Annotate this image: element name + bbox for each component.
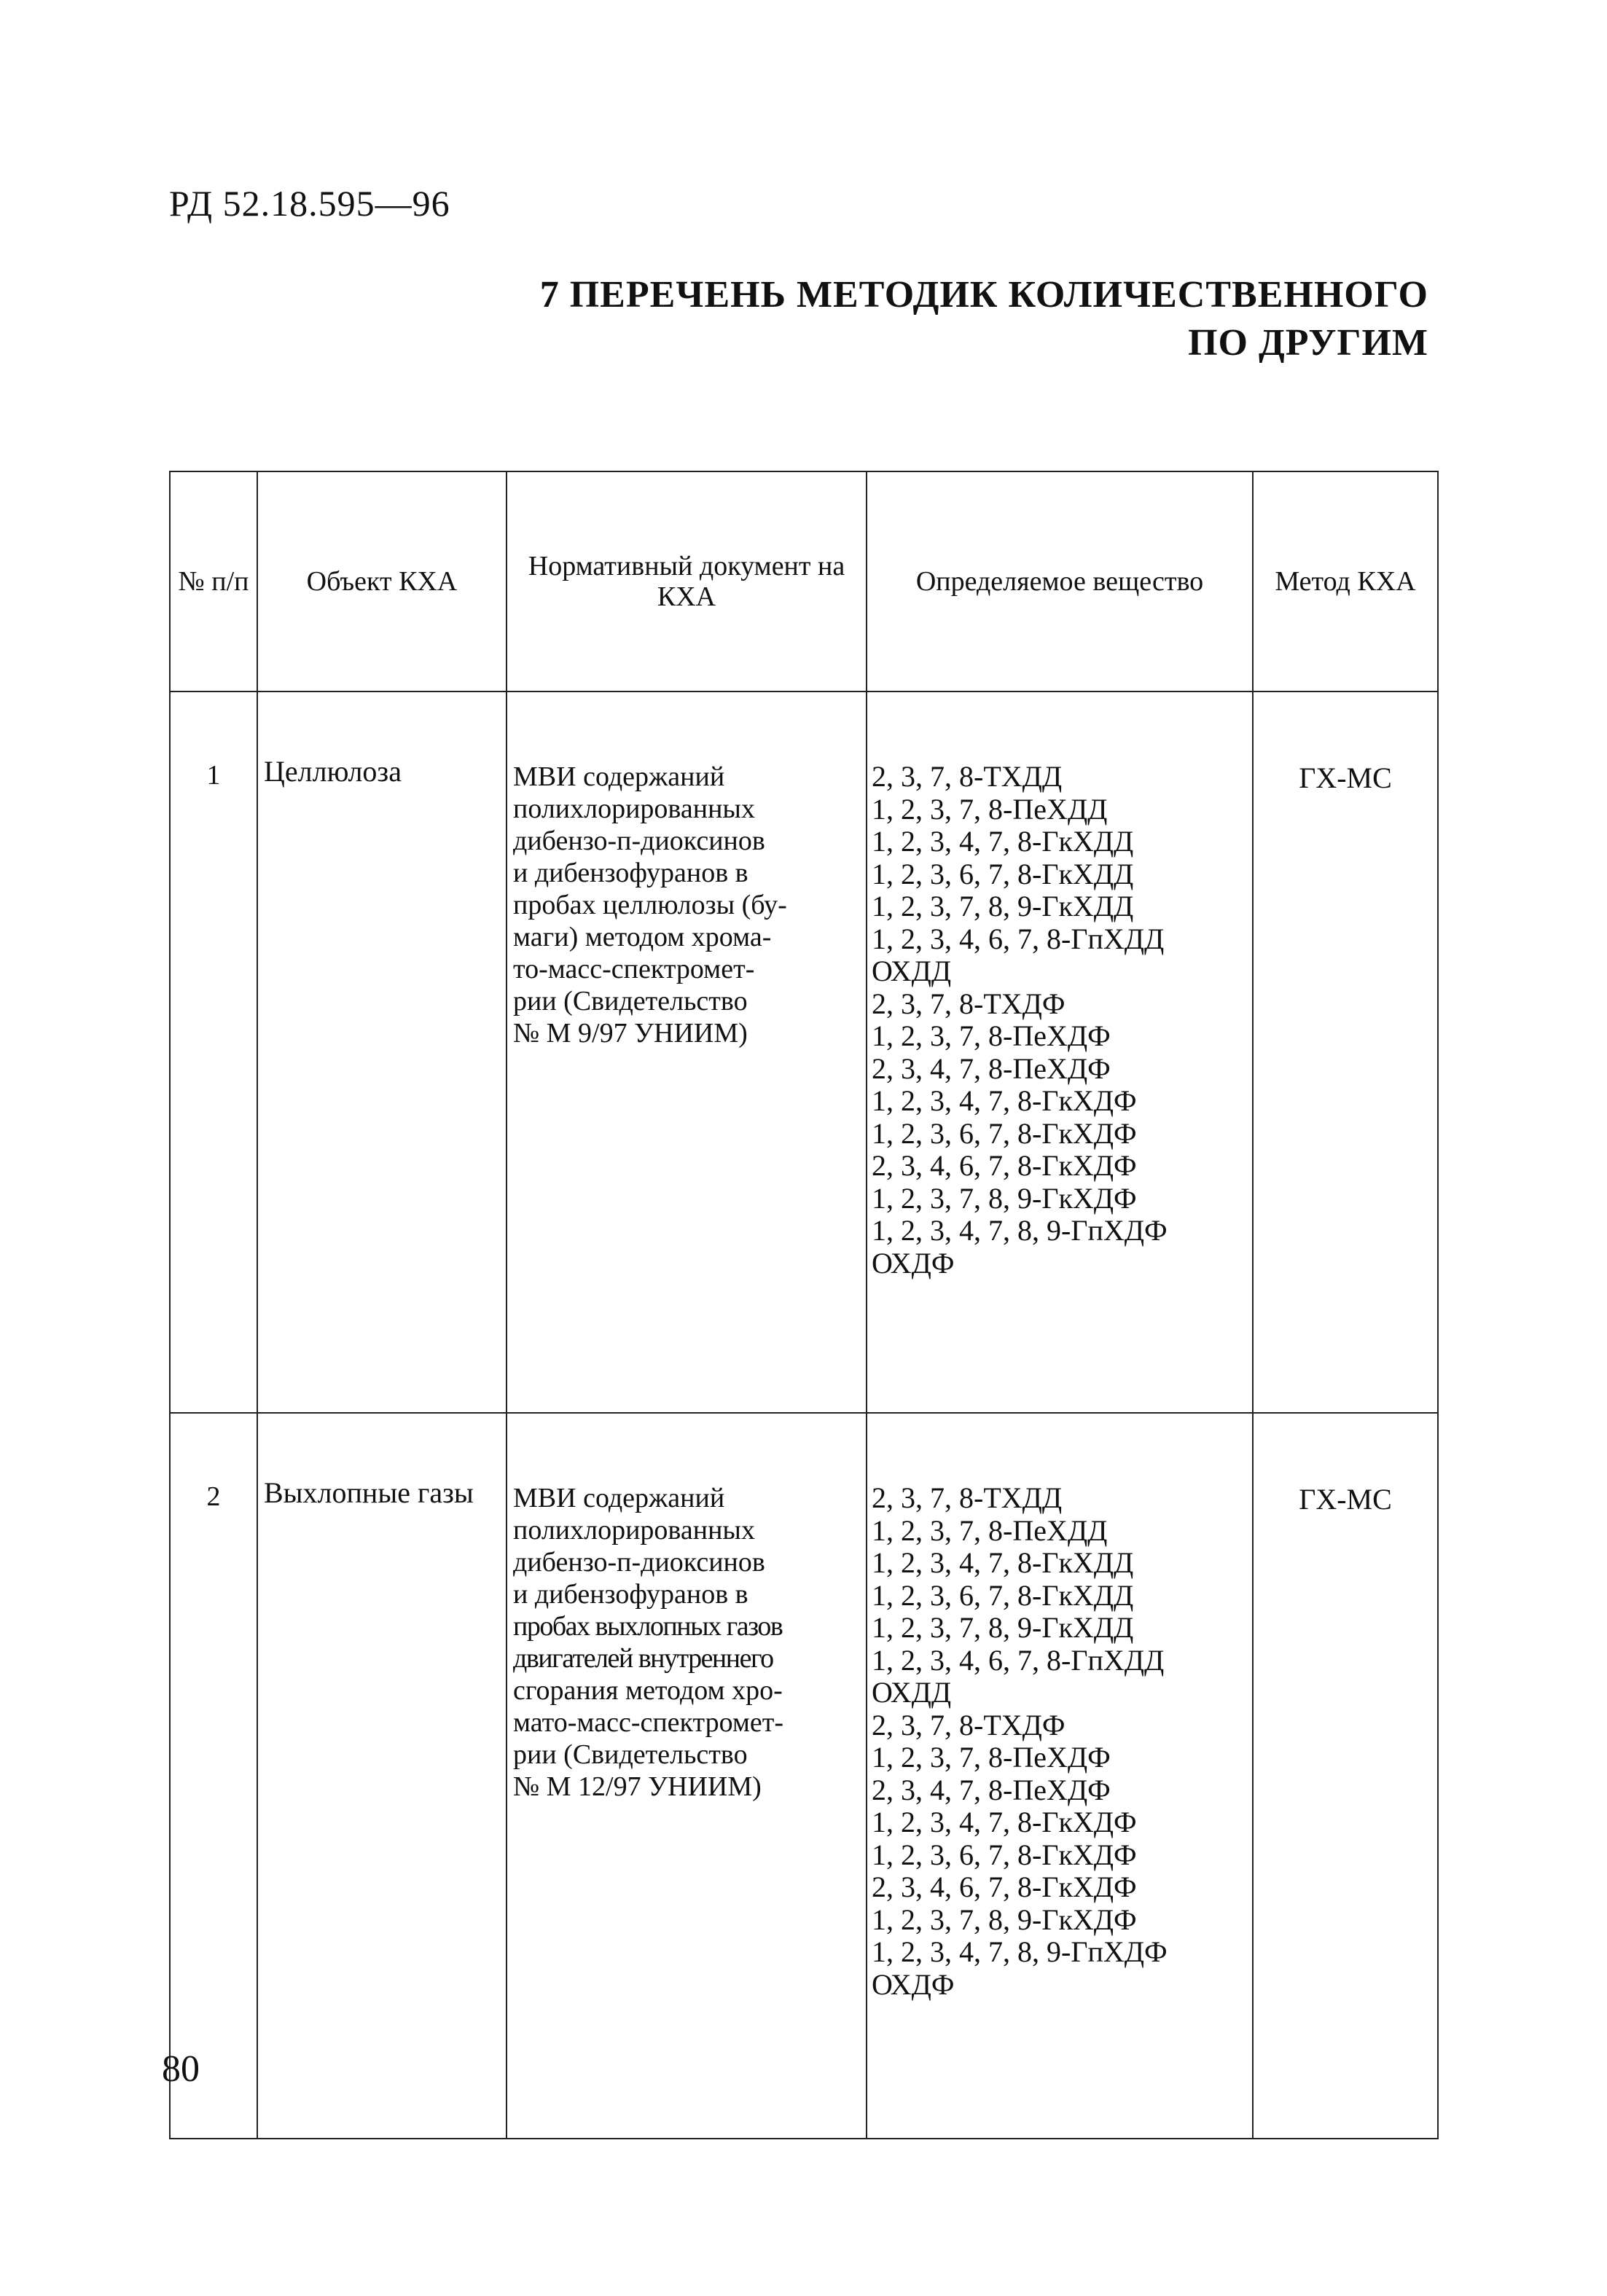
column-header-substance: Определяемое вещество [867,471,1253,691]
substance-item: 2, 3, 7, 8-ТХДФ [872,1708,1066,1741]
row-number: 1 [170,691,257,1413]
section-title-line-2: ПО ДРУГИМ [1188,322,1428,364]
substance-item: 1, 2, 3, 7, 8, 9-ГкХДД [872,890,1134,922]
substance-item: 2, 3, 4, 6, 7, 8-ГкХДФ [872,1149,1137,1182]
substance-item: 2, 3, 7, 8-ТХДД [872,760,1063,793]
document-line: полихлорированных [513,794,755,824]
substance-item: 1, 2, 3, 4, 7, 8-ГкХДФ [872,1084,1137,1117]
substance-item: 1, 2, 3, 6, 7, 8-ГкХДФ [872,1838,1137,1871]
substance-item: ОХДД [872,955,952,987]
document-line: рии (Свидетельство [513,986,748,1016]
document-line: МВИ содержаний [513,1483,725,1513]
substance-item: 1, 2, 3, 4, 6, 7, 8-ГпХДД [872,1643,1165,1677]
substance-item: 2, 3, 4, 7, 8-ПеХДФ [872,1051,1111,1085]
table-header-row [170,471,1438,691]
row-method: ГХ-МС [1253,691,1438,1413]
substance-item: 1, 2, 3, 7, 8-ПеХДФ [872,1741,1111,1774]
section-title-line-1: 7 ПЕРЕЧЕНЬ МЕТОДИК КОЛИЧЕСТВЕННОГО [539,274,1428,316]
substance-item: 2, 3, 4, 7, 8-ПеХДФ [872,1773,1111,1806]
substance-item: 1, 2, 3, 7, 8, 9-ГкХДФ [872,1181,1137,1215]
row-object: Выхлопные газы [257,1413,507,2139]
substance-item: 1, 2, 3, 4, 7, 8-ГкХДФ [872,1806,1137,1838]
document-line: рии (Свидетельство [513,1739,748,1770]
document-line: дибензо-п-диоксинов [513,826,765,856]
substance-item: 2, 3, 7, 8-ТХДД [872,1481,1063,1514]
document-line: пробах целлюлозы (бу- [513,890,787,920]
substance-item: 2, 3, 7, 8-ТХДФ [872,987,1066,1020]
column-header-object: Объект КХА [257,471,507,691]
substance-item: ОХДД [872,1676,952,1709]
document-line: № М 12/97 УНИИМ) [513,1771,762,1802]
document-line: пробах выхлопных газов [513,1611,783,1642]
column-header-document: Нормативный документ на КХА [507,471,867,691]
document-line: и дибензофуранов в [513,1579,748,1610]
document-line: маги) методом хрома- [513,922,772,952]
document-line: то-масс-спектромет- [513,954,755,984]
column-header-number: № п/п [170,471,257,691]
document-line: сгорания методом хро- [513,1675,783,1706]
table-row [170,1413,1438,2139]
row-document [507,1413,867,2139]
document-code: РД 52.18.595—96 [169,183,450,224]
row-substances [867,1413,1253,2139]
substance-item: 1, 2, 3, 7, 8-ПеХДД [872,1513,1108,1547]
substance-item: 1, 2, 3, 7, 8-ПеХДФ [872,1019,1111,1052]
table-row [170,691,1438,1413]
row-method: ГХ-МС [1253,1413,1438,2139]
substance-item: 1, 2, 3, 7, 8, 9-ГкХДД [872,1611,1134,1644]
row-document [507,691,867,1413]
substance-item: 2, 3, 4, 6, 7, 8-ГкХДФ [872,1870,1137,1903]
document-line: дибензо-п-диоксинов [513,1547,765,1578]
document-line: МВИ содержаний [513,761,725,792]
substance-item: 1, 2, 3, 6, 7, 8-ГкХДД [872,1578,1134,1612]
document-line: № М 9/97 УНИИМ) [513,1018,748,1049]
document-line: и дибензофуранов в [513,858,748,888]
substance-item: 1, 2, 3, 7, 8-ПеХДД [872,792,1108,826]
row-object: Целлюлоза [257,691,507,1413]
substance-item: 1, 2, 3, 6, 7, 8-ГкХДФ [872,1116,1137,1150]
substance-item: 1, 2, 3, 6, 7, 8-ГкХДД [872,857,1134,890]
document-line: мато-масс-спектромет- [513,1707,784,1738]
methods-table [169,471,1439,2139]
substance-item: 1, 2, 3, 4, 7, 8-ГкХДД [872,825,1134,858]
substance-item: 1, 2, 3, 4, 7, 8, 9-ГпХДФ [872,1935,1168,1968]
document-line: полихлорированных [513,1515,755,1545]
substance-item: ОХДФ [872,1967,955,2001]
substance-item: 1, 2, 3, 4, 6, 7, 8-ГпХДД [872,922,1165,955]
page-number: 80 [162,2048,200,2090]
row-number: 2 [170,1413,257,2139]
document-line: двигателей внутреннего [513,1643,773,1674]
substance-item: ОХДФ [872,1246,955,1280]
substance-item: 1, 2, 3, 4, 7, 8, 9-ГпХДФ [872,1214,1168,1247]
column-header-method: Метод КХА [1253,471,1438,691]
section-title [408,271,1428,367]
substance-item: 1, 2, 3, 7, 8, 9-ГкХДФ [872,1903,1137,1936]
row-substances [867,691,1253,1413]
substance-item: 1, 2, 3, 4, 7, 8-ГкХДД [872,1546,1134,1579]
